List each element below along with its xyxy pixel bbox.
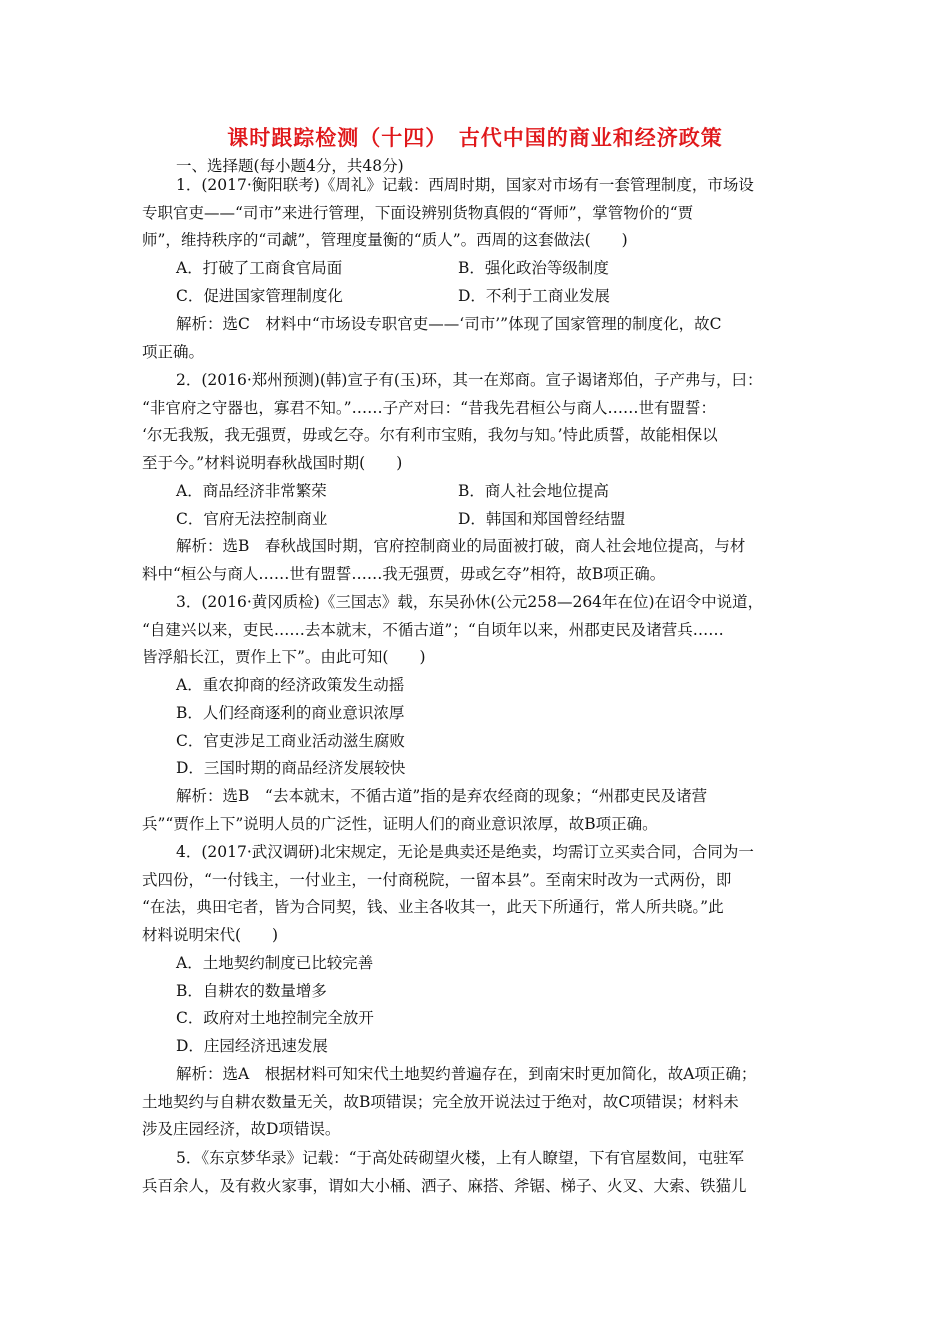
option-a: A．重农抑商的经济政策发生动摇 (176, 676, 405, 694)
option-b: B．商人社会地位提高 (458, 482, 609, 500)
option-b: B．自耕农的数量增多 (176, 982, 327, 1000)
question-line: 4．(2017·武汉调研)北宋规定，无论是典卖还是绝卖，均需订立买卖合同，合同为一 (176, 843, 754, 861)
question-line: 兵百余人，及有救火家事，谓如大小桶、洒子、麻搭、斧锯、梯子、火叉、大索、铁猫儿 (142, 1176, 747, 1195)
option-b: B．人们经商逐利的商业意识浓厚 (176, 704, 405, 722)
question-1-stem (142, 172, 814, 255)
option-c: C．官府无法控制商业 (176, 510, 328, 528)
option-d: D．庄园经济迅速发展 (176, 1037, 328, 1055)
question-line: 专职官吏——“司市”来进行管理，下面设辨别货物真假的“胥师”，掌管物价的“贾 (142, 203, 694, 222)
option-d: D．不利于工商业发展 (458, 287, 610, 305)
question-2-stem (142, 367, 814, 478)
question-line: 式四份，“一付钱主，一付业主，一付商税院，一留本县”。至南宋时改为一式两份，即 (142, 870, 732, 889)
question-line: 2．(2016·郑州预测)(韩)宣子有(玉)环，其一在郑商。宣子谒诸郑伯，子产弗与，曰： (176, 371, 763, 389)
option-a: A．打破了工商食官局面 (176, 259, 343, 277)
analysis-line: 涉及庄园经济，故D项错误。 (142, 1120, 341, 1139)
section-heading: 一、选择题(每小题4分，共48分) (176, 157, 404, 175)
question-line: 师”，维持秩序的“司虣”，管理度量衡的“质人”。西周的这套做法( ) (142, 231, 628, 250)
question-line: “非官府之守器也，寡君不知。”……子产对曰：“昔我先君桓公与商人……世有盟誓： (142, 398, 717, 417)
option-c: C．官吏涉足工商业活动滋生腐败 (176, 732, 405, 750)
question-line: 至于今。”材料说明春秋战国时期( ) (142, 454, 403, 473)
analysis-line: 土地契约与自耕农数量无关，故B项错误；完全放开说法过于绝对，故C项错误；材料未 (142, 1092, 739, 1111)
question-line: 1．(2017·衡阳联考)《周礼》记载：西周时期，国家对市场有一套管理制度，市场设 (176, 176, 754, 194)
analysis-line: 项正确。 (142, 342, 205, 361)
option-a: A．商品经济非常繁荣 (176, 482, 327, 500)
analysis-line: 解析：选B 春秋战国时期，官府控制商业的局面被打破，商人社会地位提高，与材 (176, 537, 746, 555)
analysis-line: 兵”“贾作上下”说明人员的广泛性，证明人们的商业意识浓厚，故B项正确。 (142, 814, 658, 833)
analysis-line: 解析：选A 根据材料可知宋代土地契约普遍存在，到南宋时更加简化，故A项正确； (176, 1065, 757, 1083)
analysis-line: 解析：选B “去本就末，不循古道”指的是弃农经商的现象；“州郡吏民及诸营 (176, 787, 708, 805)
option-d: D．三国时期的商品经济发展较快 (176, 759, 406, 777)
question-3-analysis (142, 783, 814, 838)
question-line: 3．(2016·黄冈质检)《三国志》载，东吴孙休(公元258—264年在位)在诏令中说道， (176, 593, 764, 611)
analysis-line: 料中“桓公与商人……世有盟誓……我无强贾，毋或乞夺”相符，故B项正确。 (142, 564, 666, 583)
option-c: C．促进国家管理制度化 (176, 287, 343, 305)
option-c: C．政府对土地控制完全放开 (176, 1009, 374, 1027)
question-line: “自建兴以来，吏民……去本就末，不循古道”；“自顷年以来，州郡吏民及诸营兵…… (142, 620, 724, 639)
question-line: 材料说明宋代( ) (142, 926, 279, 945)
option-d: D．韩国和郑国曾经结盟 (458, 510, 626, 528)
question-line: 皆浮船长江，贾作上下”。由此可知( ) (142, 648, 426, 667)
option-a: A．土地契约制度已比较完善 (176, 954, 374, 972)
question-2-analysis (142, 533, 814, 588)
question-4-analysis (142, 1061, 814, 1144)
page-title: 课时跟踪检测（十四） 古代中国的商业和经济政策 (227, 125, 723, 150)
question-3-stem (142, 589, 814, 672)
question-line: 5．《东京梦华录》记载：“于高处砖砌望火楼，上有人瞭望，下有官屋数间，屯驻军 (176, 1149, 745, 1167)
analysis-line: 解析：选C 材料中“市场设专职官吏——‘司市’”体现了国家管理的制度化，故C (176, 315, 722, 333)
option-b: B．强化政治等级制度 (458, 259, 609, 277)
question-line: “在法，典田宅者，皆为合同契，钱、业主各收其一，此天下所通行，常人所共晓。”此 (142, 898, 724, 917)
question-1-analysis (142, 311, 814, 366)
question-5-stem (142, 1145, 814, 1200)
question-line: ‘尔无我叛，我无强贾，毋或乞夺。尔有利市宝贿，我勿与知。’恃此质誓，故能相保以 (142, 426, 718, 445)
question-4-stem (142, 839, 814, 950)
